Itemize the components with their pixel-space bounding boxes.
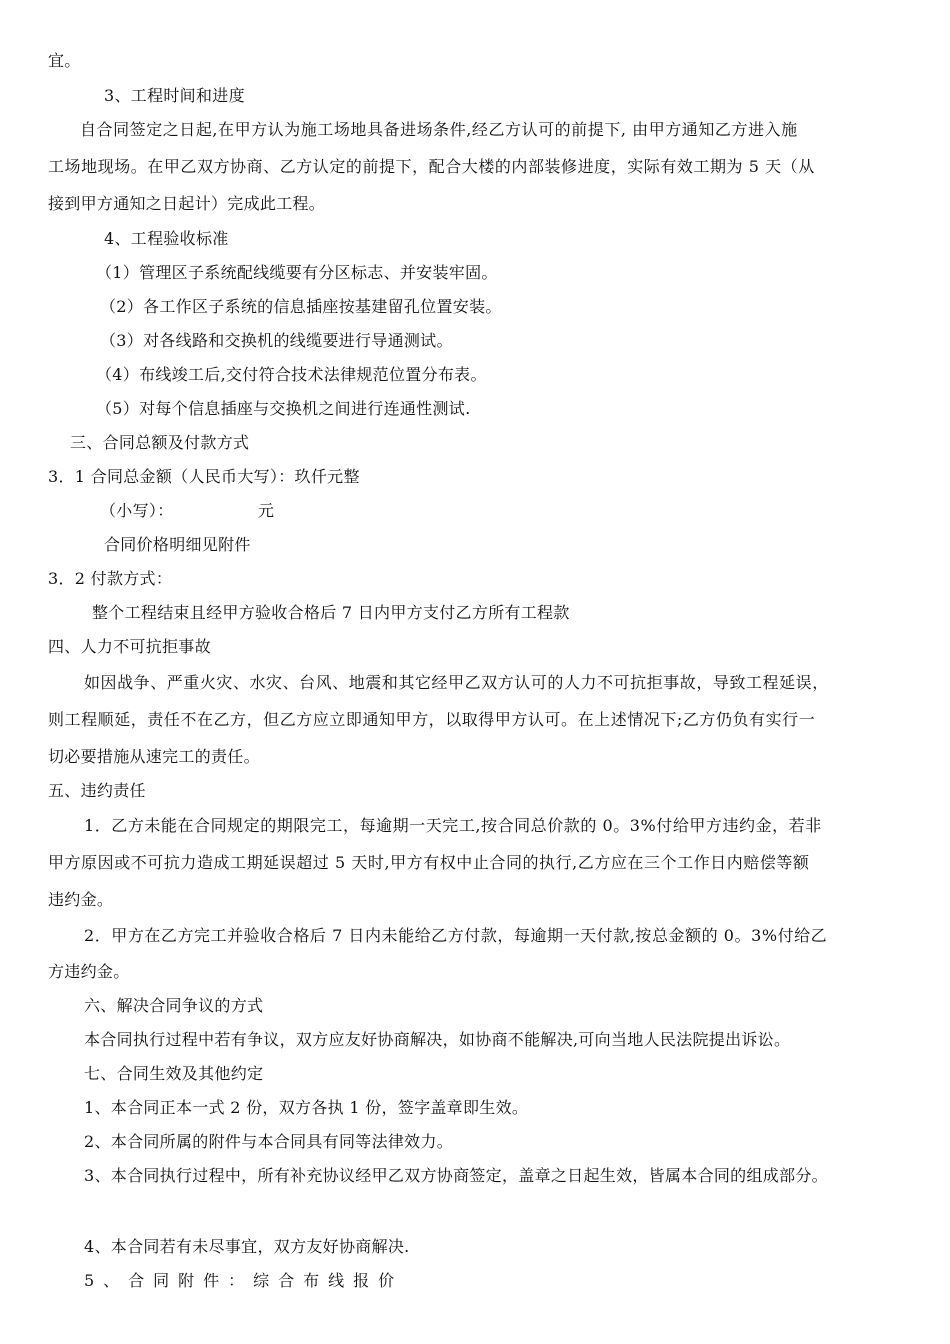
section-heading: 五、违约责任 (48, 781, 146, 800)
list-item: （5）对每个信息插座与交换机之间进行连通性测试. (96, 399, 471, 418)
text-line: 甲方原因或不可抗力造成工期延误超过 5 天时,甲方有权中止合同的执行,乙方应在三个工作日内赔偿等额 (48, 853, 810, 872)
text-line: 元 (258, 501, 275, 520)
section-heading: 4、工程验收标准 (104, 229, 229, 248)
section-heading: 七、合同生效及其他约定 (84, 1064, 264, 1083)
text-line: 本合同执行过程中若有争议，双方应友好协商解决，如协商不能解决,可向当地人民法院提出诉讼。 (84, 1030, 791, 1049)
text-line: 切必要措施从速完工的责任。 (48, 747, 260, 766)
text-line: 违约金。 (48, 890, 114, 909)
text-line: 方违约金。 (48, 962, 130, 981)
list-item: （3）对各线路和交换机的线缆要进行导通测试。 (100, 331, 453, 350)
list-item: 3、本合同执行过程中，所有补充协议经甲乙双方协商签定，盖章之日起生效，皆属本合同的组成部分。 (84, 1166, 828, 1185)
text-line: 3．2 付款方式： (48, 569, 173, 588)
section-heading: 六、解决合同争议的方式 (84, 996, 264, 1015)
text-line: 1．乙方未能在合同规定的期限完工，每逾期一天完工,按合同总价款的 0。3%付给甲方违约金，若非 (84, 816, 822, 835)
list-item: 2、本合同所属的附件与本合同具有同等法律效力。 (84, 1132, 454, 1151)
text-line: 2．甲方在乙方完工并验收合格后 7 日内未能给乙方付款，每逾期一天付款,按总金额的 0。3%付给乙 (84, 926, 828, 945)
text-line: 3．1 合同总金额（人民币大写）：玖仟元整 (48, 467, 360, 486)
list-item: （2）各工作区子系统的信息插座按基建留孔位置安装。 (100, 297, 502, 316)
section-heading: 3、工程时间和进度 (104, 86, 245, 105)
text-line: （小写）： (100, 501, 174, 520)
list-item: 4、本合同若有未尽事宜，双方友好协商解决. (84, 1237, 410, 1256)
text-line: 整个工程结束且经甲方验收合格后 7 日内甲方支付乙方所有工程款 (92, 603, 570, 622)
text-line: 自合同签定之日起,在甲方认为施工场地具备进场条件,经乙方认可的前提下, 由甲方通知乙方进入施 (80, 120, 798, 139)
section-heading: 四、人力不可抗拒事故 (48, 637, 212, 656)
text-line: 则工程顺延，责任不在乙方，但乙方应立即通知甲方，以取得甲方认可。在上述情况下;乙方仍负有实行一 (48, 710, 816, 729)
text-line: 工场地现场。在甲乙双方协商、乙方认定的前提下，配合大楼的内部装修进度，实际有效工期为 5 天（从 (48, 157, 815, 176)
list-item: 1、本合同正本一式 2 份，双方各执 1 份，签字盖章即生效。 (84, 1098, 529, 1117)
text-line: 合同价格明细见附件 (104, 535, 251, 554)
text-line: 如因战争、严重火灾、水灾、台风、地震和其它经甲乙双方认可的人力不可抗拒事故，导致工程延误， (84, 673, 829, 692)
list-item: （1）管理区子系统配线缆要有分区标志、并安装牢固。 (96, 263, 498, 282)
text-line: 宜。 (48, 51, 81, 70)
list-item: 5、合同附件：综合布线报价 (84, 1271, 404, 1290)
list-item: （4）布线竣工后,交付符合技术法律规范位置分布表。 (96, 365, 487, 384)
section-heading: 三、合同总额及付款方式 (70, 433, 250, 452)
text-line: 接到甲方通知之日起计）完成此工程。 (48, 194, 326, 213)
